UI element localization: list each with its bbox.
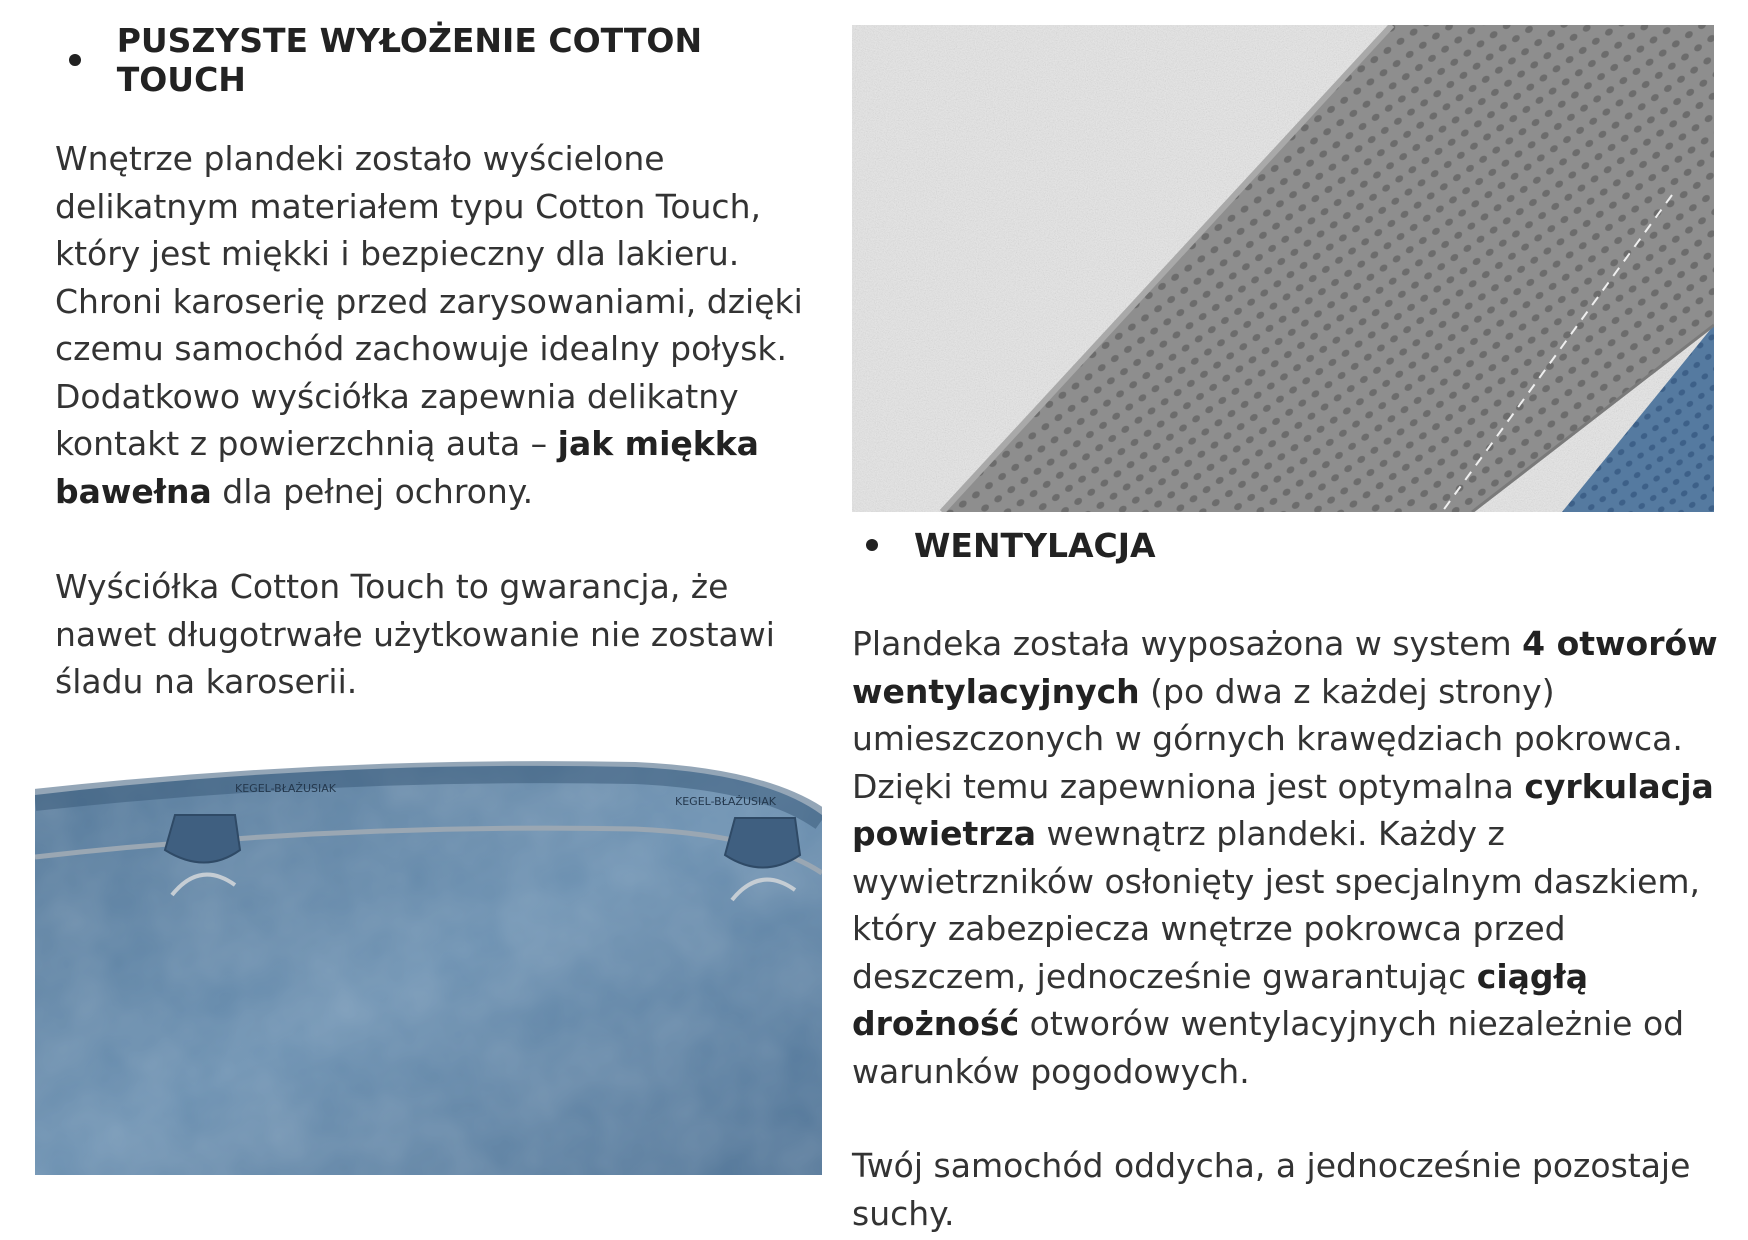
paragraph-ventilation-description: Plandeka została wyposażona w system 4 otworów wentylacyjnych (po dwa z każdej strony) umieszczonych w górnych krawędziach pokrowca. Dzięki temu zapewniona jest optymalna cyrkulacja powietrza wewnątrz plandeki. Każdy z wywietrzników osłonięty jest specjalnym daszkiem, który zabezpiecza wnętrze pokrowca przed deszczem, jednocześnie gwarantując ciągłą drożność otworów wentylacyjnych niezależnie od warunków pogodowych. xyxy=(852,624,1718,1091)
section-cotton-touch xyxy=(55,21,825,706)
paragraph-ventilation-summary: Twój samochód oddycha, a jednocześnie pozostaje suchy. xyxy=(852,1146,1691,1233)
bullet-icon xyxy=(866,539,878,551)
car-cover-vent-image xyxy=(35,705,822,1175)
paragraph-cotton-touch-guarantee: Wyściółka Cotton Touch to gwarancja, że nawet długotrwałe użytkowanie nie zostawi śladu na karoserii. xyxy=(55,567,775,701)
heading-cotton-touch: PUSZYSTE WYŁOŻENIE COTTON TOUCH xyxy=(55,30,825,90)
svg-text:KEGEL-BŁAŻUSIAK: KEGEL-BŁAŻUSIAK xyxy=(235,782,336,795)
paragraph-cotton-touch-description: Wnętrze plandeki zostało wyścielone delikatnym materiałem typu Cotton Touch, który jest miękki i bezpieczny dla lakieru. Chroni karoserię przed zarysowaniami, dzięki czemu samochód zachowuje idealny połysk. Dodatkowo wyściółka zapewnia delikatny kontakt z powierzchnią auta – jak miękka bawełna dla pełnej ochrony. xyxy=(55,139,803,511)
fabric-texture-image xyxy=(852,25,1714,512)
svg-text:KEGEL-BŁAŻUSIAK: KEGEL-BŁAŻUSIAK xyxy=(675,795,776,808)
bullet-icon xyxy=(69,54,81,66)
heading-ventilation: WENTYLACJA xyxy=(852,515,1727,575)
section-ventilation xyxy=(852,515,1727,1237)
